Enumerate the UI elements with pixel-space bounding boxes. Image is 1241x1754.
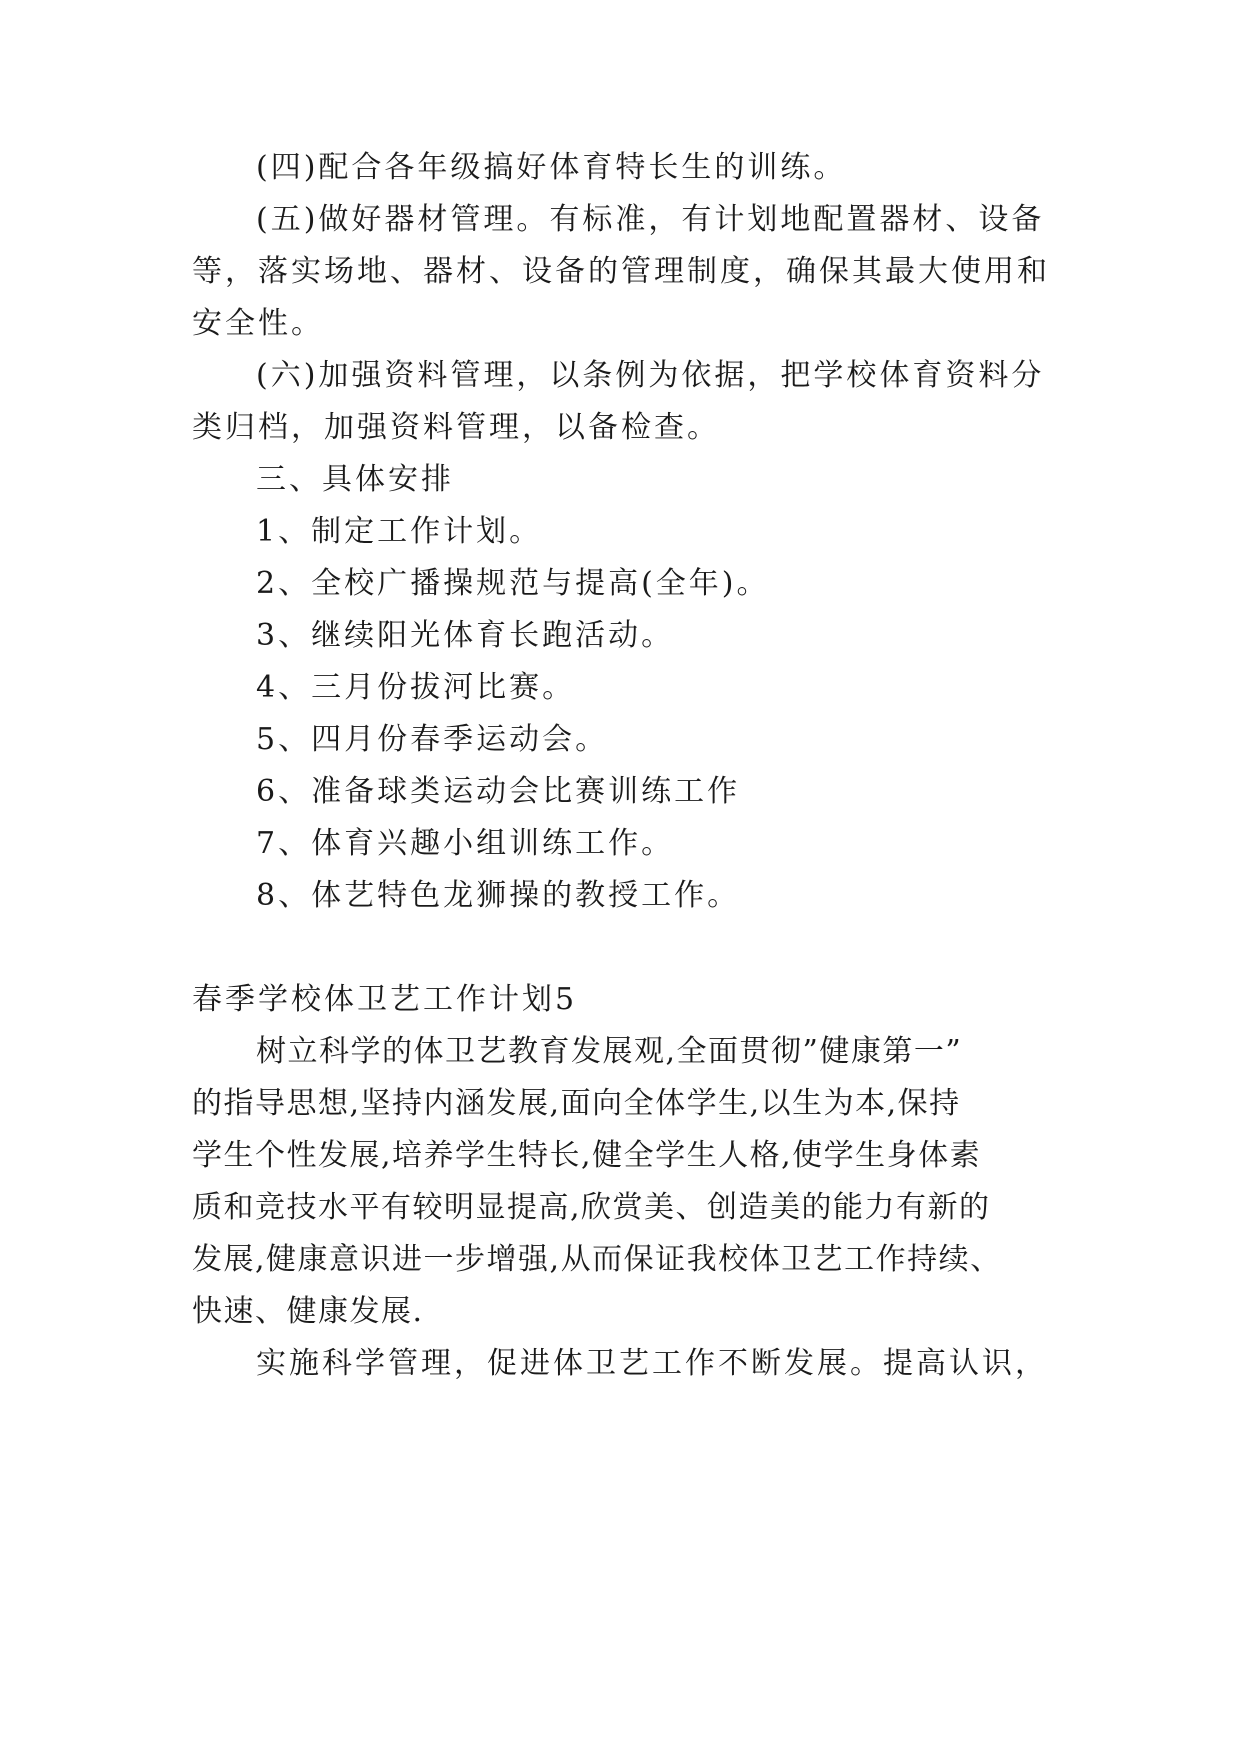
list-item: 7、体育兴趣小组训练工作。 [256, 826, 675, 861]
list-item: 5、四月份春季运动会。 [256, 722, 609, 757]
list-item: 6、准备球类运动会比赛训练工作 [256, 774, 741, 809]
paragraph-line: 学生个性发展,培养学生特长,健全学生人格,使学生身体素 [192, 1138, 982, 1173]
paragraph-line: 发展,健康意识进一步增强,从而保证我校体卫艺工作持续、 [192, 1242, 1002, 1277]
paragraph-line: 实施科学管理，促进体卫艺工作不断发展。提高认识， [256, 1346, 1048, 1381]
list-item: 1、制定工作计划。 [256, 514, 543, 549]
paragraph-line: 快速、健康发展. [192, 1294, 424, 1329]
list-item: 8、体艺特色龙狮操的教授工作。 [256, 878, 741, 913]
paragraph-line: (六)加强资料管理，以条例为依据，把学校体育资料分 [256, 358, 1045, 393]
paragraph-line: 质和竞技水平有较明显提高,欣赏美、创造美的能力有新的 [192, 1190, 991, 1225]
paragraph-line: 类归档，加强资料管理，以备检查。 [192, 410, 720, 445]
list-item: 3、继续阳光体育长跑活动。 [256, 618, 675, 653]
paragraph-line: 等，落实场地、器材、设备的管理制度，确保其最大使用和 [192, 254, 1050, 289]
paragraph-line: (四)配合各年级搞好体育特长生的训练。 [256, 150, 847, 185]
section-title: 春季学校体卫艺工作计划5 [192, 982, 578, 1017]
paragraph-line: 的指导思想,坚持内涵发展,面向全体学生,以生为本,保持 [192, 1086, 961, 1121]
paragraph-line: 树立科学的体卫艺教育发展观,全面贯彻”健康第一” [256, 1034, 963, 1069]
paragraph-line: 安全性。 [192, 306, 324, 341]
section-heading: 三、具体安排 [256, 462, 454, 497]
list-item: 2、全校广播操规范与提高(全年)。 [256, 566, 770, 601]
paragraph-line: (五)做好器材管理。有标准，有计划地配置器材、设备 [256, 202, 1045, 237]
list-item: 4、三月份拔河比赛。 [256, 670, 576, 705]
